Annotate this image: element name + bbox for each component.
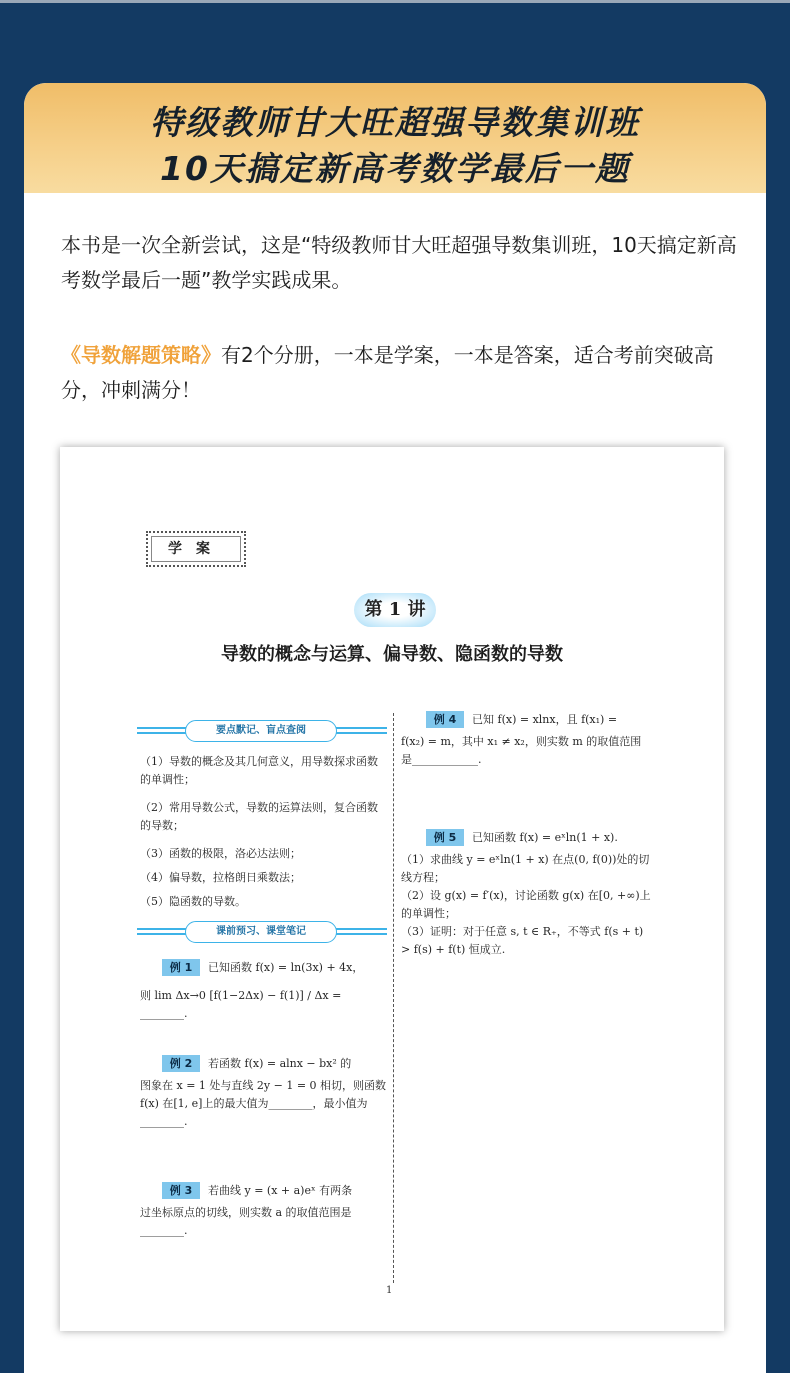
example-2 [140,1055,390,1131]
key-point-5: （5）隐函数的导数。 [140,895,246,908]
example-1-label: 例 1 [162,959,200,976]
section-title: 课前预习、课堂笔记 [185,921,337,943]
example-1-line2: 则 lim Δx→0 [f(1−2Δx) − f(1)] / Δx = ________. [140,989,342,1020]
key-point-2: （2）常用导数公式，导数的运算法则，复合函数的导数； [140,801,378,832]
book-page-preview [60,447,724,1331]
example-4-body: f(x₂) = m，其中 x₁ ≠ x₂，则实数 m 的取值范围是____________. [401,735,642,766]
intro-paragraph-1: 本书是一次全新尝试，这是“特级教师甘大旺超强导数集训班，10天搞定新高考数学最后一题”教学实践成果。 [61,233,737,292]
example-2-label: 例 2 [162,1055,200,1072]
column-divider [393,713,394,1283]
example-3 [140,1182,390,1240]
example-5-label: 例 5 [426,829,464,846]
title-banner [24,83,766,193]
example-4-line1: 已知 f(x) = xlnx，且 f(x₁) = [472,713,618,726]
intro-paragraph-2 [61,338,741,408]
key-point-4: （4）偏导数，拉格朗日乘数法； [140,871,301,884]
page-number: 1 [386,1285,393,1296]
top-border [0,0,790,3]
intro-paragraph-2-text: 有2个分册，一本是学案，一本是答案，适合考前突破高分，冲刺满分！ [61,343,714,402]
example-1-line1: 已知函数 f(x) = ln(3x) + 4x， [208,961,364,974]
example-4-label: 例 4 [426,711,464,728]
example-5 [401,829,651,959]
example-4 [401,711,651,769]
example-3-body: 过坐标原点的切线，则实数 a 的取值范围是________. [140,1206,352,1237]
section-header-preview-notes [137,921,387,943]
example-1 [140,959,390,1023]
example-3-line1: 若曲线 y = (x + a)eˣ 有两条 [208,1184,353,1197]
example-5-part2: （2）设 g(x) = f′(x)，讨论函数 g(x) 在[0, +∞)上的单调性； [401,889,651,920]
section-header-key-points [137,720,387,742]
example-2-body: 图象在 x = 1 处与直线 2y − 1 = 0 相切，则函数 f(x) 在[1, e]上的最大值为________，最小值为________. [140,1079,387,1128]
example-5-part3: （3）证明：对于任意 s, t ∈ R₊，不等式 f(s + t) > f(s) + f(t) 恒成立. [401,925,644,956]
example-2-line1: 若函数 f(x) = alnx − bx² 的 [208,1057,352,1070]
example-3-label: 例 3 [162,1182,200,1199]
lecture-badge: 第 1 讲 [354,593,436,627]
study-plan-stamp: 学案 [146,531,246,567]
example-5-part1: （1）求曲线 y = eˣln(1 + x) 在点(0, f(0))处的切线方程； [401,853,650,884]
lecture-subtitle: 导数的概念与运算、偏导数、隐函数的导数 [221,644,563,665]
key-point-1: （1）导数的概念及其几何意义，用导数探求函数的单调性； [140,755,378,786]
book-title-highlight: 《导数解题策略》 [61,343,221,367]
section-title: 要点默记、盲点查阅 [185,720,337,742]
banner-title-line2: 10天搞定新高考数学最后一题 [160,149,630,188]
key-point-3: （3）函数的极限，洛必达法则； [140,847,301,860]
banner-title-line1: 特级教师甘大旺超强导数集训班 [150,103,640,142]
example-5-line1: 已知函数 f(x) = eˣln(1 + x). [472,831,618,844]
